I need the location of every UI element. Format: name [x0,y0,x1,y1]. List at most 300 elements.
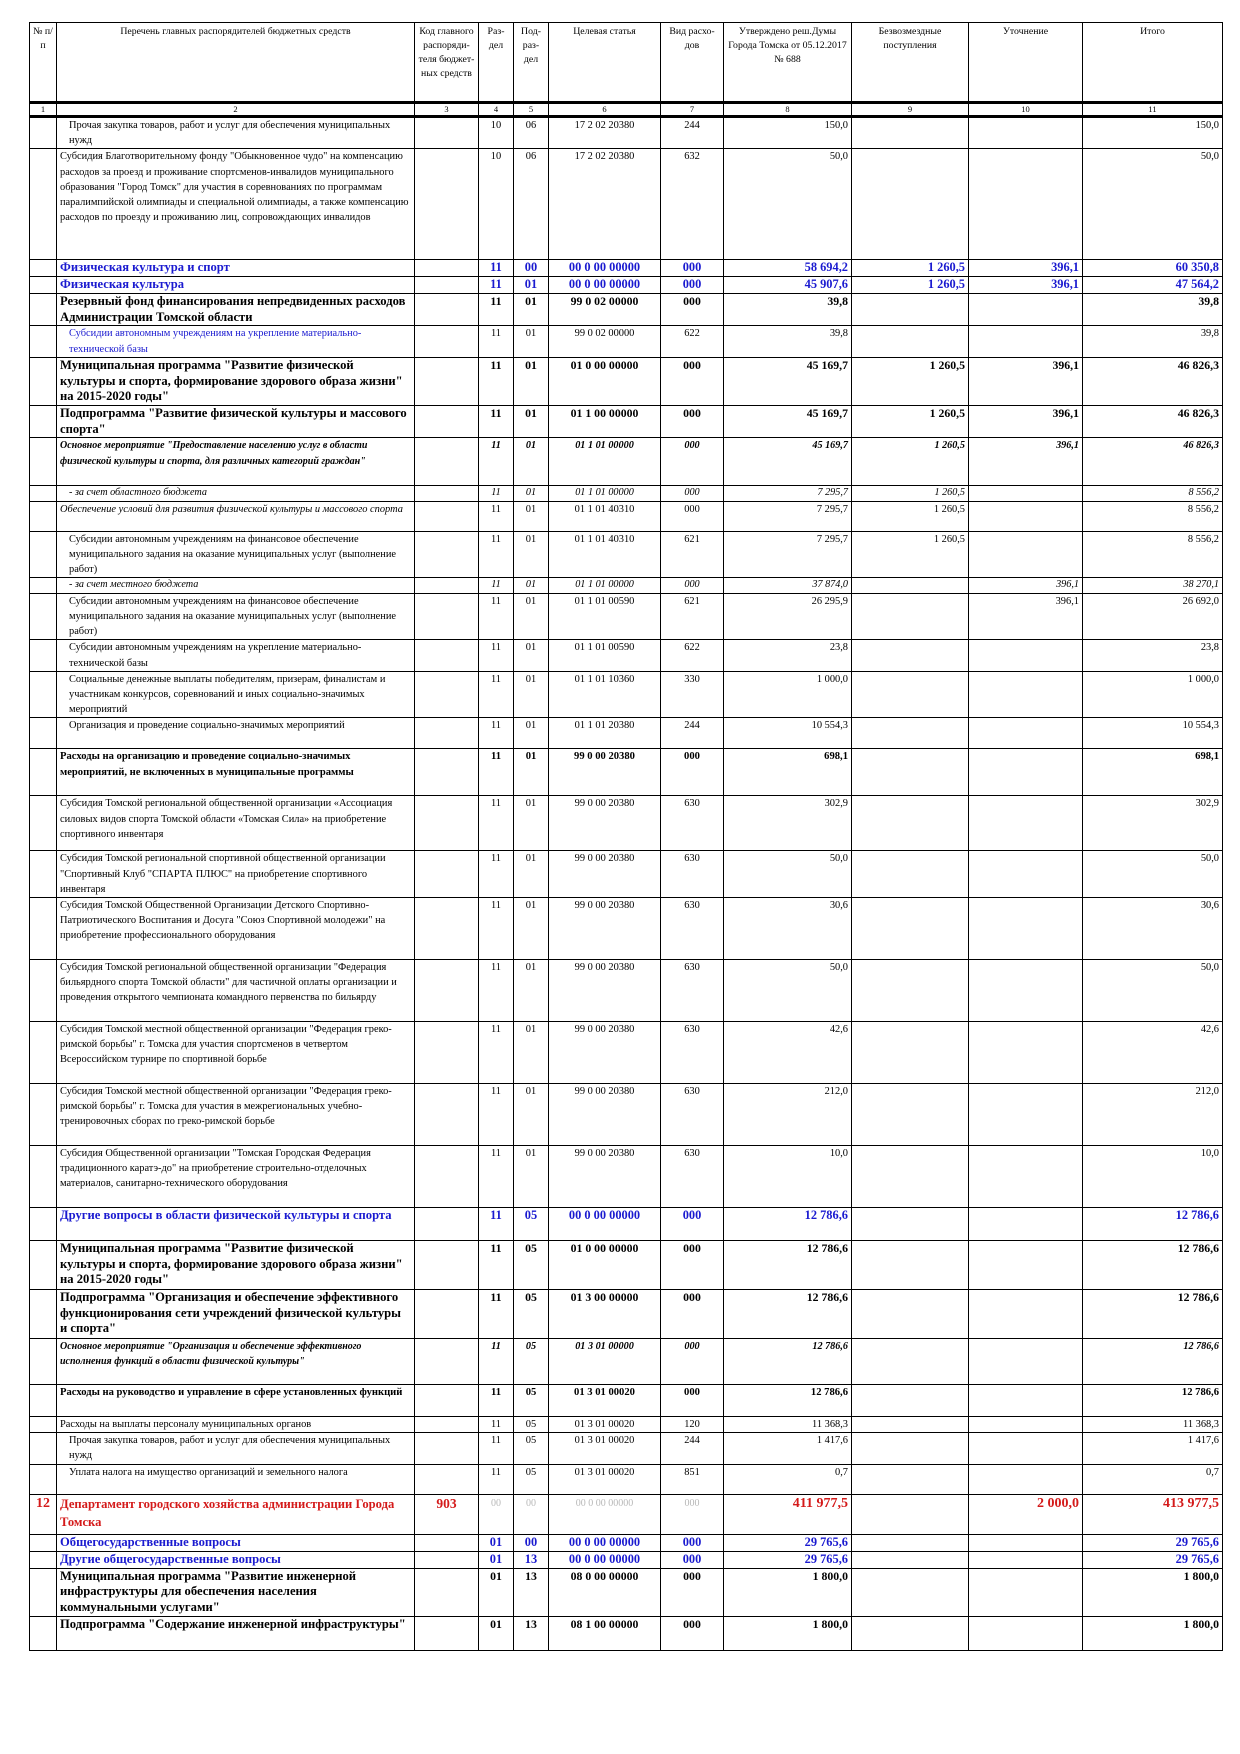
admin-code-cell [415,1568,479,1616]
row-number-cell [30,1568,57,1616]
item-name-cell: Субсидия Томской местной общественной организации "Федерация греко-римской борьбы" г. Томска для участия в межрегиональных учебно-тренировочных сборах по греко-римской борьбе [57,1084,415,1146]
expense-type-cell: 244 [661,117,724,149]
item-name-cell: Муниципальная программа "Развитие физической культуры и спорта, формирование здорового образа жизни" на 2015-2020 годы" [57,358,415,406]
item-name-cell: Муниципальная программа "Развитие инженерной инфраструктуры для обеспечения населения коммунальными услугами" [57,1568,415,1616]
table-row [30,438,1223,486]
razdel-cell: 11 [479,1433,514,1464]
grants-amount-cell: 1 260,5 [852,358,969,406]
admin-code-cell [415,749,479,796]
header-grants: Безвозмездные поступления [852,23,969,103]
expense-type-cell: 000 [661,1551,724,1568]
approved-amount-cell: 12 786,6 [724,1290,852,1339]
adjustment-amount-cell [969,898,1083,960]
target-article-cell: 01 1 01 00590 [549,640,661,671]
razdel-cell: 11 [479,486,514,501]
total-amount-cell: 50,0 [1083,851,1223,898]
approved-amount-cell: 50,0 [724,149,852,260]
total-amount-cell: 30,6 [1083,898,1223,960]
grants-amount-cell [852,593,969,640]
podrazdel-cell: 01 [514,671,549,718]
razdel-cell: 11 [479,1417,514,1433]
total-amount-cell: 698,1 [1083,749,1223,796]
target-article-cell: 99 0 02 00000 [549,326,661,358]
total-amount-cell: 47 564,2 [1083,277,1223,294]
total-amount-cell: 1 417,6 [1083,1433,1223,1464]
grants-amount-cell [852,749,969,796]
admin-code-cell [415,149,479,260]
target-article-cell: 08 0 00 00000 [549,1568,661,1616]
admin-code-cell [415,277,479,294]
total-amount-cell: 150,0 [1083,117,1223,149]
total-amount-cell: 12 786,6 [1083,1385,1223,1417]
row-number-cell [30,531,57,578]
expense-type-cell: 000 [661,1385,724,1417]
approved-amount-cell: 0,7 [724,1464,852,1494]
item-name-cell: Основное мероприятие "Организация и обеспечение эффективного исполнения функций в области физической культуры" [57,1339,415,1385]
approved-amount-cell: 45 169,7 [724,438,852,486]
target-article-cell: 01 1 01 00000 [549,578,661,593]
approved-amount-cell: 1 800,0 [724,1616,852,1650]
podrazdel-cell: 06 [514,149,549,260]
expense-type-cell: 630 [661,1022,724,1084]
row-number-cell [30,671,57,718]
row-number-cell [30,1433,57,1464]
admin-code-cell [415,1022,479,1084]
row-number-cell [30,294,57,326]
table-row [30,1022,1223,1084]
item-name-cell: Расходы на организацию и проведение социально-значимых мероприятий, не включенных в муниципальные программы [57,749,415,796]
admin-code-cell [415,1551,479,1568]
grants-amount-cell [852,1534,969,1551]
grants-amount-cell [852,326,969,358]
row-number-cell [30,277,57,294]
razdel-cell: 11 [479,593,514,640]
item-name-cell: Подпрограмма "Развитие физической культуры и массового спорта" [57,406,415,438]
podrazdel-cell: 01 [514,438,549,486]
grants-amount-cell [852,898,969,960]
expense-type-cell: 000 [661,1534,724,1551]
grants-amount-cell [852,1208,969,1241]
header-podrazdel: Под-раз-дел [514,23,549,103]
total-amount-cell: 8 556,2 [1083,501,1223,531]
total-amount-cell: 39,8 [1083,294,1223,326]
grants-amount-cell [852,1494,969,1534]
item-name-cell: Субсидия Общественной организации "Томская Городская Федерация традиционного каратэ-до" на приобретение строительно-отделочных материалов, санитарно-технического оборудования [57,1146,415,1208]
adjustment-amount-cell [969,326,1083,358]
podrazdel-cell: 00 [514,1534,549,1551]
razdel-cell: 01 [479,1616,514,1650]
table-row [30,1551,1223,1568]
grants-amount-cell [852,1084,969,1146]
approved-amount-cell: 58 694,2 [724,260,852,277]
total-amount-cell: 302,9 [1083,796,1223,851]
target-article-cell: 00 0 00 00000 [549,1534,661,1551]
grants-amount-cell [852,1290,969,1339]
adjustment-amount-cell [969,1208,1083,1241]
table-row [30,486,1223,501]
adjustment-amount-cell [969,1290,1083,1339]
razdel-cell: 11 [479,406,514,438]
expense-type-cell: 851 [661,1464,724,1494]
expense-type-cell: 621 [661,593,724,640]
target-article-cell: 99 0 00 20380 [549,851,661,898]
approved-amount-cell: 212,0 [724,1084,852,1146]
row-number-cell [30,960,57,1022]
row-number-cell [30,1417,57,1433]
razdel-cell: 11 [479,796,514,851]
admin-code-cell [415,796,479,851]
adjustment-amount-cell [969,640,1083,671]
table-row [30,277,1223,294]
header-row [30,23,1223,103]
razdel-cell: 11 [479,718,514,749]
grants-amount-cell [852,149,969,260]
item-name-cell: Обеспечение условий для развития физической культуры и массового спорта [57,501,415,531]
adjustment-amount-cell [969,749,1083,796]
razdel-cell: 11 [479,1146,514,1208]
podrazdel-cell: 01 [514,277,549,294]
podrazdel-cell: 05 [514,1417,549,1433]
approved-amount-cell: 12 786,6 [724,1241,852,1290]
grants-amount-cell [852,294,969,326]
approved-amount-cell: 45 169,7 [724,358,852,406]
grants-amount-cell [852,1551,969,1568]
adjustment-amount-cell [969,851,1083,898]
adjustment-amount-cell [969,531,1083,578]
admin-code-cell [415,531,479,578]
table-row [30,960,1223,1022]
target-article-cell: 01 1 01 20380 [549,718,661,749]
column-number: 7 [661,103,724,117]
expense-type-cell: 000 [661,486,724,501]
total-amount-cell: 42,6 [1083,1022,1223,1084]
adjustment-amount-cell: 396,1 [969,260,1083,277]
table-row [30,1534,1223,1551]
razdel-cell: 10 [479,149,514,260]
target-article-cell: 99 0 00 20380 [549,749,661,796]
grants-amount-cell [852,578,969,593]
table-row [30,406,1223,438]
approved-amount-cell: 39,8 [724,294,852,326]
table-row [30,898,1223,960]
item-name-cell: Муниципальная программа "Развитие физической культуры и спорта, формирование здорового образа жизни" на 2015-2020 годы" [57,1241,415,1290]
razdel-cell: 11 [479,640,514,671]
row-number-cell [30,1208,57,1241]
item-name-cell: - за счет местного бюджета [57,578,415,593]
item-name-cell: Субсидии автономным учреждениям на укрепление материально-технической базы [57,326,415,358]
razdel-cell: 11 [479,294,514,326]
table-row [30,671,1223,718]
adjustment-amount-cell [969,671,1083,718]
admin-code-cell [415,1290,479,1339]
expense-type-cell: 330 [661,671,724,718]
razdel-cell: 11 [479,1084,514,1146]
table-row [30,851,1223,898]
grants-amount-cell: 1 260,5 [852,277,969,294]
row-number-cell [30,718,57,749]
item-name-cell: Субсидия Томской Общественной Организации Детского Спортивно-Патриотического Воспитания и Досуга "Союз Спортивной молодежи" на приобретение профессионального оборудования [57,898,415,960]
razdel-cell: 11 [479,326,514,358]
target-article-cell: 99 0 00 20380 [549,1022,661,1084]
approved-amount-cell: 30,6 [724,898,852,960]
grants-amount-cell: 1 260,5 [852,501,969,531]
expense-type-cell: 000 [661,578,724,593]
target-article-cell: 01 3 01 00020 [549,1433,661,1464]
total-amount-cell: 12 786,6 [1083,1208,1223,1241]
target-article-cell: 99 0 00 20380 [549,1084,661,1146]
column-number: 2 [57,103,415,117]
row-number-cell [30,796,57,851]
podrazdel-cell: 01 [514,960,549,1022]
item-name-cell: Общегосударственные вопросы [57,1534,415,1551]
row-number-cell [30,358,57,406]
grants-amount-cell [852,1385,969,1417]
adjustment-amount-cell [969,1568,1083,1616]
podrazdel-cell: 13 [514,1551,549,1568]
item-name-cell: Резервный фонд финансирования непредвиденных расходов Администрации Томской области [57,294,415,326]
admin-code-cell [415,1417,479,1433]
razdel-cell: 11 [479,1208,514,1241]
adjustment-amount-cell [969,1241,1083,1290]
expense-type-cell: 120 [661,1417,724,1433]
item-name-cell: Субсидия Томской местной общественной организации "Федерация греко-римской борьбы" г. Томска для участия спортсменов в четвертом Всероссийском турнире по спортивной борьбе [57,1022,415,1084]
razdel-cell: 01 [479,1551,514,1568]
admin-code-cell [415,640,479,671]
column-number: 1 [30,103,57,117]
expense-type-cell: 000 [661,406,724,438]
column-number: 3 [415,103,479,117]
row-number-cell [30,486,57,501]
column-number: 9 [852,103,969,117]
budget-table-sheet [29,22,1222,1651]
item-name-cell: Физическая культура и спорт [57,260,415,277]
expense-type-cell: 630 [661,898,724,960]
expense-type-cell: 000 [661,1616,724,1650]
header-num: № п/п [30,23,57,103]
column-number: 11 [1083,103,1223,117]
razdel-cell: 11 [479,898,514,960]
table-row [30,1146,1223,1208]
item-name-cell: Субсидии автономным учреждениям на укрепление материально-технической базы [57,640,415,671]
table-row [30,260,1223,277]
adjustment-amount-cell [969,1464,1083,1494]
adjustment-amount-cell [969,1146,1083,1208]
razdel-cell: 01 [479,1568,514,1616]
table-row [30,578,1223,593]
target-article-cell: 17 2 02 20380 [549,117,661,149]
admin-code-cell [415,718,479,749]
adjustment-amount-cell: 396,1 [969,406,1083,438]
razdel-cell: 11 [479,960,514,1022]
total-amount-cell: 29 765,6 [1083,1534,1223,1551]
expense-type-cell: 000 [661,1339,724,1385]
row-number-cell [30,1146,57,1208]
adjustment-amount-cell [969,1616,1083,1650]
target-article-cell: 99 0 00 20380 [549,898,661,960]
table-row [30,501,1223,531]
podrazdel-cell: 05 [514,1290,549,1339]
expense-type-cell: 000 [661,501,724,531]
approved-amount-cell: 1 417,6 [724,1433,852,1464]
approved-amount-cell: 45 907,6 [724,277,852,294]
approved-amount-cell: 7 295,7 [724,501,852,531]
total-amount-cell: 12 786,6 [1083,1241,1223,1290]
razdel-cell: 11 [479,358,514,406]
total-amount-cell: 10 554,3 [1083,718,1223,749]
total-amount-cell: 46 826,3 [1083,438,1223,486]
table-row [30,593,1223,640]
item-name-cell: Другие вопросы в области физической культуры и спорта [57,1208,415,1241]
table-row [30,796,1223,851]
adjustment-amount-cell [969,1551,1083,1568]
row-number-cell [30,640,57,671]
grants-amount-cell: 1 260,5 [852,406,969,438]
approved-amount-cell: 302,9 [724,796,852,851]
target-article-cell: 01 1 01 00000 [549,438,661,486]
expense-type-cell: 000 [661,277,724,294]
target-article-cell: 01 0 00 00000 [549,1241,661,1290]
podrazdel-cell: 05 [514,1339,549,1385]
adjustment-amount-cell: 396,1 [969,438,1083,486]
table-row [30,718,1223,749]
approved-amount-cell: 23,8 [724,640,852,671]
approved-amount-cell: 29 765,6 [724,1551,852,1568]
target-article-cell: 99 0 00 20380 [549,960,661,1022]
podrazdel-cell: 01 [514,593,549,640]
grants-amount-cell: 1 260,5 [852,260,969,277]
admin-code-cell [415,501,479,531]
podrazdel-cell: 00 [514,1494,549,1534]
approved-amount-cell: 50,0 [724,851,852,898]
expense-type-cell: 000 [661,438,724,486]
grants-amount-cell [852,671,969,718]
total-amount-cell: 413 977,5 [1083,1494,1223,1534]
adjustment-amount-cell [969,1385,1083,1417]
target-article-cell: 00 0 00 00000 [549,260,661,277]
total-amount-cell: 46 826,3 [1083,406,1223,438]
podrazdel-cell: 05 [514,1385,549,1417]
expense-type-cell: 000 [661,1290,724,1339]
table-row [30,1084,1223,1146]
item-name-cell: Расходы на руководство и управление в сфере установленных функций [57,1385,415,1417]
item-name-cell: Прочая закупка товаров, работ и услуг для обеспечения муниципальных нужд [57,1433,415,1464]
target-article-cell: 01 3 01 00020 [549,1385,661,1417]
podrazdel-cell: 01 [514,851,549,898]
expense-type-cell: 630 [661,1146,724,1208]
podrazdel-cell: 13 [514,1568,549,1616]
podrazdel-cell: 01 [514,531,549,578]
table-row [30,1433,1223,1464]
adjustment-amount-cell [969,501,1083,531]
total-amount-cell: 50,0 [1083,960,1223,1022]
expense-type-cell: 000 [661,1208,724,1241]
row-number-cell [30,260,57,277]
row-number-cell [30,593,57,640]
podrazdel-cell: 01 [514,1084,549,1146]
total-amount-cell: 60 350,8 [1083,260,1223,277]
expense-type-cell: 632 [661,149,724,260]
table-row [30,117,1223,149]
grants-amount-cell: 1 260,5 [852,438,969,486]
podrazdel-cell: 01 [514,898,549,960]
row-number-cell [30,1464,57,1494]
target-article-cell: 17 2 02 20380 [549,149,661,260]
razdel-cell: 11 [479,1339,514,1385]
admin-code-cell [415,294,479,326]
admin-code-cell [415,1146,479,1208]
podrazdel-cell: 06 [514,117,549,149]
approved-amount-cell: 12 786,6 [724,1208,852,1241]
row-number-cell [30,1616,57,1650]
row-number-cell [30,851,57,898]
total-amount-cell: 0,7 [1083,1464,1223,1494]
admin-code-cell [415,486,479,501]
admin-code-cell [415,1433,479,1464]
podrazdel-cell: 01 [514,718,549,749]
target-article-cell: 01 0 00 00000 [549,358,661,406]
table-row [30,1339,1223,1385]
target-article-cell: 99 0 02 00000 [549,294,661,326]
expense-type-cell: 000 [661,358,724,406]
grants-amount-cell [852,1146,969,1208]
table-row [30,640,1223,671]
table-row [30,149,1223,260]
row-number-cell [30,1385,57,1417]
row-number-cell [30,149,57,260]
target-article-cell: 00 0 00 00000 [549,1551,661,1568]
adjustment-amount-cell [969,1084,1083,1146]
grants-amount-cell [852,1022,969,1084]
target-article-cell: 01 1 01 00000 [549,486,661,501]
podrazdel-cell: 13 [514,1616,549,1650]
podrazdel-cell: 01 [514,578,549,593]
row-number-cell [30,578,57,593]
grants-amount-cell [852,1417,969,1433]
total-amount-cell: 39,8 [1083,326,1223,358]
expense-type-cell: 630 [661,851,724,898]
approved-amount-cell: 1 000,0 [724,671,852,718]
header-expense-type: Вид расхо-дов [661,23,724,103]
grants-amount-cell [852,1339,969,1385]
grants-amount-cell [852,1433,969,1464]
adjustment-amount-cell: 396,1 [969,358,1083,406]
target-article-cell: 08 1 00 00000 [549,1616,661,1650]
table-row [30,326,1223,358]
admin-code-cell [415,1339,479,1385]
approved-amount-cell: 698,1 [724,749,852,796]
expense-type-cell: 621 [661,531,724,578]
target-article-cell: 01 3 00 00000 [549,1290,661,1339]
item-name-cell: Уплата налога на имущество организаций и земельного налога [57,1464,415,1494]
total-amount-cell: 46 826,3 [1083,358,1223,406]
column-number: 5 [514,103,549,117]
approved-amount-cell: 39,8 [724,326,852,358]
razdel-cell: 11 [479,1385,514,1417]
table-row [30,1385,1223,1417]
razdel-cell: 11 [479,438,514,486]
target-article-cell: 01 1 01 40310 [549,531,661,578]
approved-amount-cell: 10,0 [724,1146,852,1208]
row-number-cell [30,438,57,486]
podrazdel-cell: 05 [514,1433,549,1464]
item-name-cell: Другие общегосударственные вопросы [57,1551,415,1568]
total-amount-cell: 50,0 [1083,149,1223,260]
grants-amount-cell [852,718,969,749]
row-number-cell: 12 [30,1494,57,1534]
razdel-cell: 11 [479,277,514,294]
grants-amount-cell [852,1616,969,1650]
header-adjustment: Уточнение [969,23,1083,103]
